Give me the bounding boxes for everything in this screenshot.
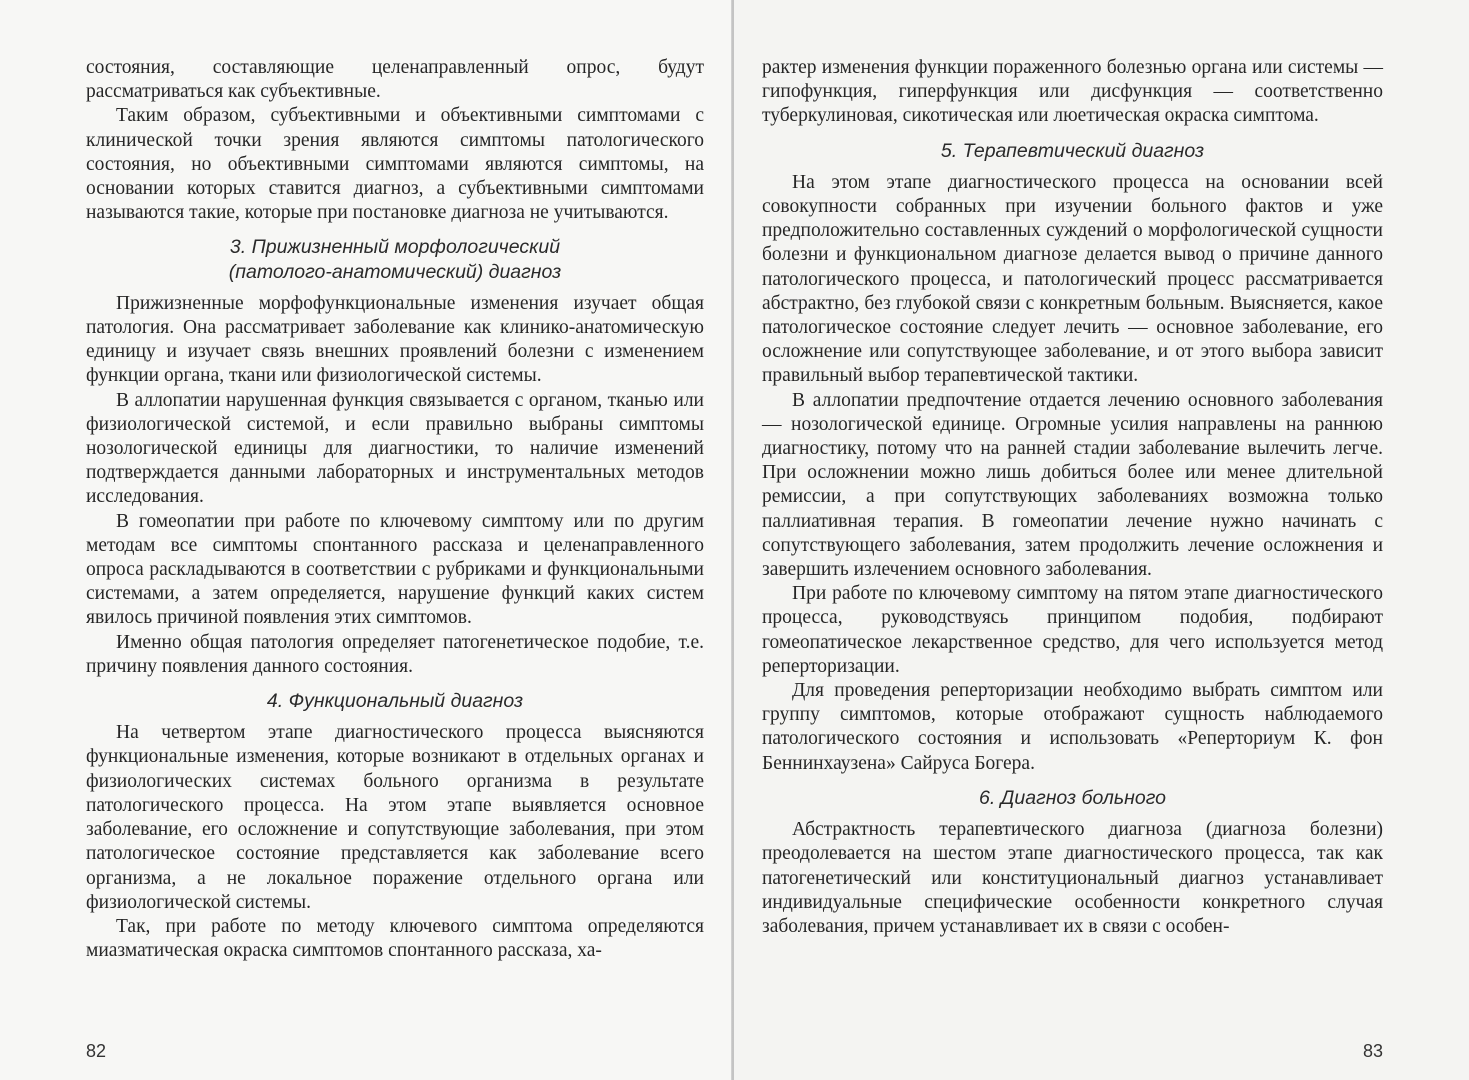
right-paragraph: При работе по ключевому симптому на пятом этапе диагностического процесса, руководствуясь принципом подобия, подбирают гомеопатическое лекарственное средство, для чего используется метод реперторизации. bbox=[762, 583, 1383, 677]
right-paragraph-continued: рактер изменения функции пораженного болезнью органа или системы — гипофункция, гиперфункция или дисфункция — соответственно туберкулиновая, сикотическая или люетическая окраска симптома. bbox=[762, 57, 1383, 127]
right-paragraph: В аллопатии предпочтение отдается лечению основного заболевания — нозологической единице. Огромные усилия направлены на раннюю диагностику, потому что на ранней стадии заболевание вылечить легче. При осложнении можно лишь добиться более или менее длительной ремиссии, а при сопутствующих заболеваниях возможна только паллиативная терапия. В гомеопатии лечение нужно начинать с сопутствующего заболевания, затем продолжить лечение осложнения и завершить излечением основного заболевания. bbox=[762, 389, 1383, 581]
left-paragraph: Прижизненные морфофункциональные изменения изучает общая патология. Она рассматривает заболевание как клинико-анатомическую единицу и изучает связь внешних проявлений болезни с изменением функции органа, ткани или физиологической системы. bbox=[86, 292, 704, 387]
section-heading-3 bbox=[86, 235, 704, 283]
right-page bbox=[734, 0, 1469, 1080]
section-heading-3-line2: (патолого-анатомический) диагноз bbox=[228, 260, 562, 283]
section-heading-5: 5. Терапевтический диагноз bbox=[940, 139, 1205, 162]
section-heading-4: 4. Функциональный диагноз bbox=[266, 690, 524, 713]
page-number-left: 82 bbox=[86, 1041, 107, 1061]
left-paragraph: Таким образом, субъективными и объективными симптомами с клинической точки зрения являются симптомы патологического состояния, но объективными симптомами являются симптомы, на основании которых ставится диагноз, а субъективными симптомами называются такие, которые при постановке диагноза не учитываются. bbox=[86, 105, 704, 224]
right-paragraph: Для проведения реперторизации необходимо выбрать симптом или группу симптомов, которые отображают сущность наблюдаемого патологического состояния и использовать «Реперториум К. фон Беннинхаузена» Сайруса Богера. bbox=[762, 680, 1383, 774]
left-paragraph: В аллопатии нарушенная функция связывается с органом, тканью или физиологической системой, и если правильно выбраны симптомы нозологической единицы для диагностики, то наличие изменений подтверждается данными лабораторных и инструментальных методов исследования. bbox=[86, 389, 704, 508]
page-number-right: 83 bbox=[1362, 1041, 1383, 1061]
right-paragraph: Абстрактность терапевтического диагноза (диагноза болезни) преодолевается на шестом этапе диагностического процесса, так как патогенетический или конституциональный диагноз устанавливает индивидуальные специфические особенности конкретного случая заболевания, причем устанавливает их в связи с особен- bbox=[762, 819, 1383, 937]
right-paragraph: На этом этапе диагностического процесса на основании всей совокупности собранных при изучении больного фактов и уже предположительно составленных суждений о морфологической сущности болезни и функциональном диагнозе делается вывод о причине данного патологического процесса, и патологический процесс рассматривается абстрактно, без глубокой связи с конкретным больным. Выясняется, какое патологическое состояние следует лечить — основное заболевание, его осложнение или сопутствующее заболевание, и от этого выбора зависит правильный выбор терапевтической тактики. bbox=[762, 171, 1383, 387]
left-paragraph: На четвертом этапе диагностического процесса выясняются функциональные изменения, которые возникают в отдельных органах и физиологических системах больного организма в результате патологического процесса. На этом этапе выявляется основное заболевание, его осложнение и сопутствующие заболевания, при этом патологическое состояние представляется как заболевание всего организма, а не локальное поражение отдельного органа или физиологической системы. bbox=[86, 722, 704, 913]
section-heading-3-line1: 3. Прижизненный морфологический bbox=[229, 236, 561, 259]
left-paragraph: В гомеопатии при работе по ключевому симптому или по другим методам все симптомы спонтанного рассказа и целенаправленного опроса раскладываются в соответствии с рубриками и функциональными системами, а затем определяется, нарушение функций каких систем явилось причиной появления этих симптомов. bbox=[86, 510, 704, 629]
left-paragraph-continued: состояния, составляющие целенаправленный опрос, будут рассматриваться как субъективные. bbox=[86, 57, 704, 103]
left-paragraph: Именно общая патология определяет патогенетическое подобие, т.е. причину появления данного состояния. bbox=[86, 631, 704, 677]
left-page bbox=[0, 0, 732, 1080]
section-heading-6: 6. Диагноз больного bbox=[978, 786, 1166, 809]
left-paragraph: Так, при работе по методу ключевого симптома определяются миазматическая окраска симптомов спонтанного рассказа, ха- bbox=[86, 915, 704, 962]
